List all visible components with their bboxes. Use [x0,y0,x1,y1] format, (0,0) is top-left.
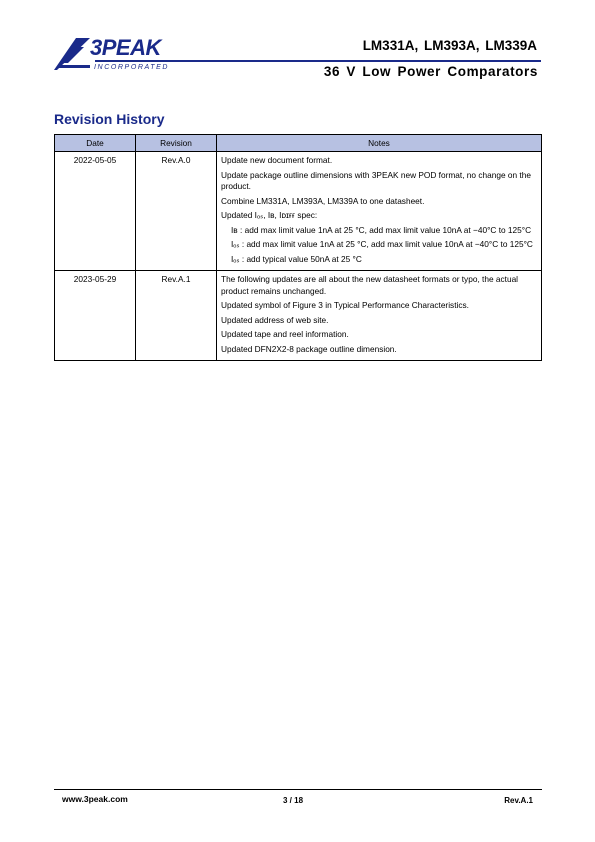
column-header-notes: Notes [217,135,542,152]
note-item: The following updates are all about the new datasheet formats or typo, the actual product remains unchanged. [221,274,519,296]
column-header-date: Date [55,135,136,152]
note-item: Updated address of web site. [221,314,329,325]
footer-website-link[interactable]: www.3peak.com [62,794,128,804]
row-date: 2023-05-29 [55,271,136,361]
table-row [55,152,542,271]
column-header-revision: Revision [136,135,217,152]
note-item: Iₒₛ : add typical value 50nA at 25 °C [231,253,362,264]
logo-tagline: INCORPORATED [94,64,170,71]
row-revision: Rev.A.1 [136,271,217,361]
company-logo [54,37,174,73]
row-revision: Rev.A.0 [136,152,217,271]
peak-logo-icon [54,37,94,71]
document-subtitle: 36 V Low Power Comparators [323,64,538,79]
revision-history-table [54,134,542,361]
document-title: LM331A, LM393A, LM339A [362,38,537,53]
note-item: Updated Iₒₛ, Iʙ, Iᴅɪғғ spec: [221,210,318,220]
note-item: Iʙ : add max limit value 1nA at 25 °C, add max limit value 10nA at −40°C to 125°C [231,224,532,235]
table-row [55,271,542,361]
note-item: Updated symbol of Figure 3 in Typical Performance Characteristics. [221,300,469,310]
logo-wordmark: 3PEAK [90,35,161,60]
row-notes [217,271,542,361]
note-item: Updated tape and reel information. [221,329,349,339]
footer-revision: Rev.A.1 [504,796,533,805]
table-header-row [55,135,542,152]
note-item: Combine LM331A, LM393A, LM339A to one datasheet. [221,195,425,206]
note-item: Update new document format. [221,155,333,165]
row-date: 2022-05-05 [55,152,136,271]
footer-divider [54,789,542,790]
note-item: Update package outline dimensions with 3PEAK new POD format, no change on the product. [221,169,531,191]
header-divider [95,60,541,62]
section-title: Revision History [54,111,165,127]
footer-page-number: 3 / 18 [283,796,304,805]
note-item: Iₒₛ : add max limit value 1nA at 25 °C, add max limit value 10nA at −40°C to 125°C [231,239,533,249]
row-notes [217,152,542,271]
note-item: Updated DFN2X2-8 package outline dimension. [221,343,397,354]
